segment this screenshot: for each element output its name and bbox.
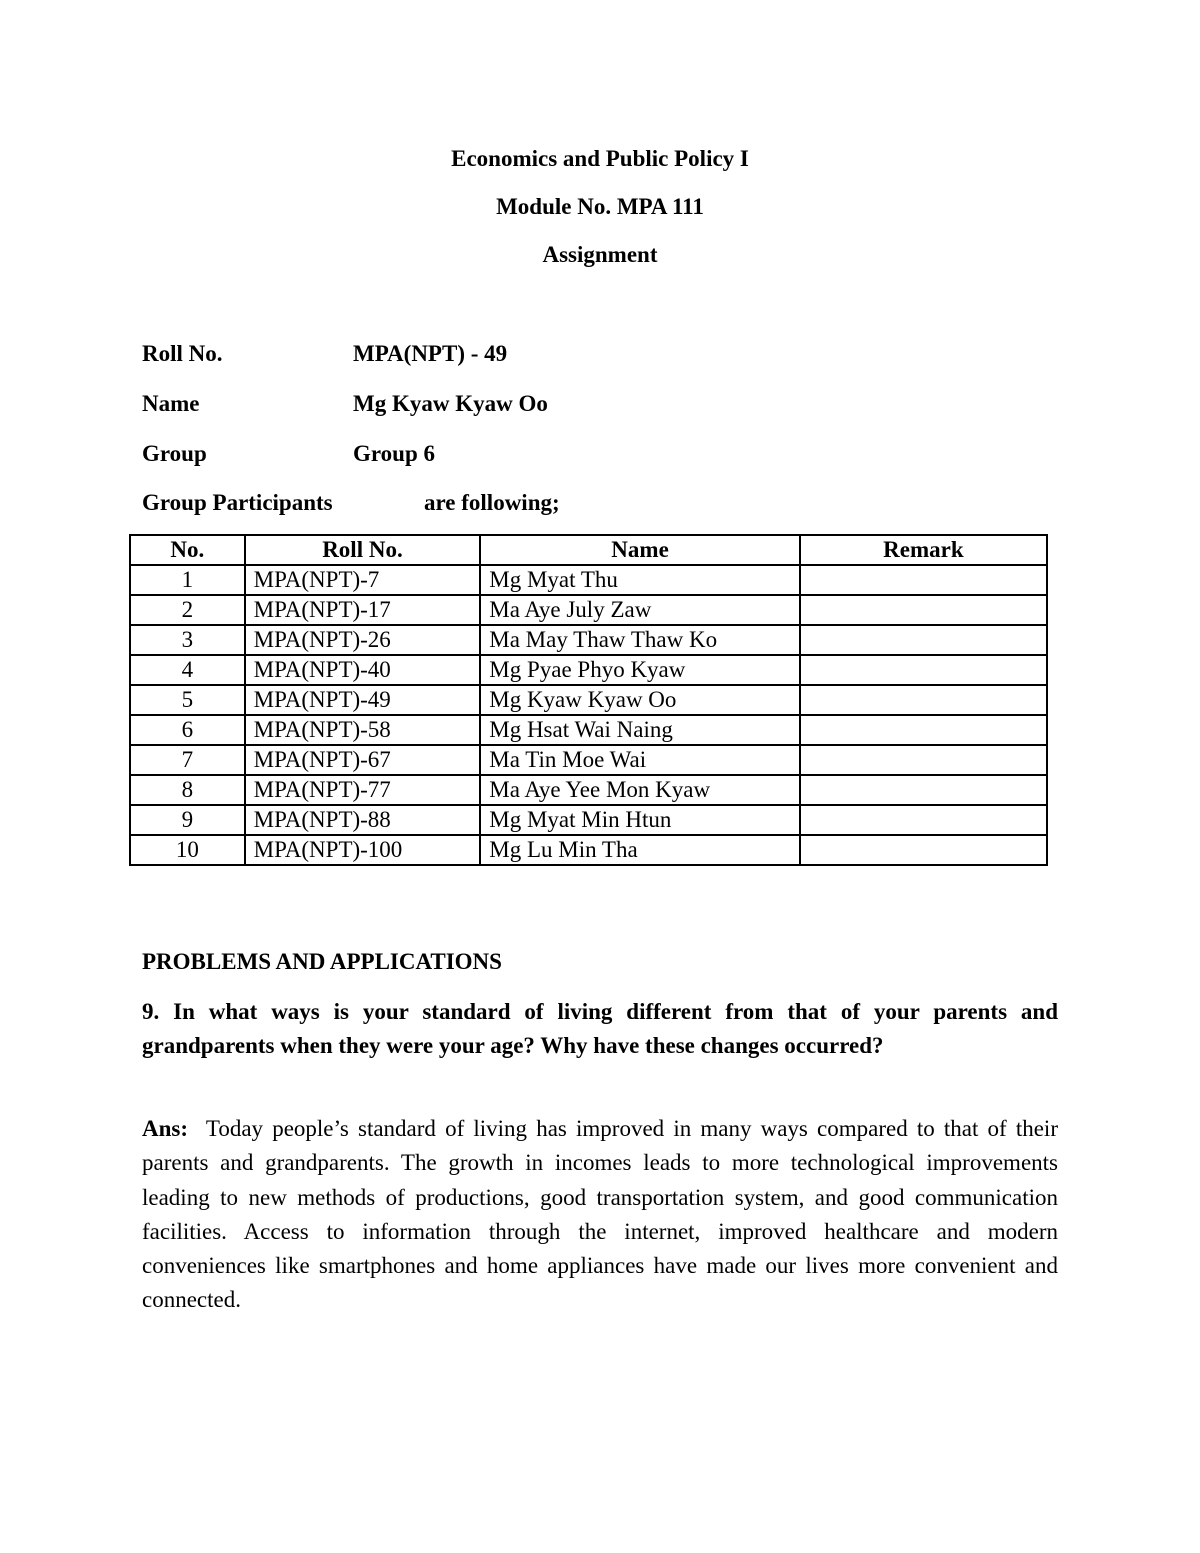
cell-remark <box>800 805 1047 835</box>
cell-no: 1 <box>130 565 245 595</box>
table-row <box>130 655 1047 685</box>
table-row <box>130 715 1047 745</box>
answer-label: Ans: <box>142 1116 189 1141</box>
name-value: Mg Kyaw Kyaw Oo <box>353 391 548 416</box>
cell-roll-no: MPA(NPT)-100 <box>245 835 481 865</box>
assignment-heading: Assignment <box>542 242 658 267</box>
cell-name: Ma Aye July Zaw <box>480 595 800 625</box>
roll-label: Roll No. <box>142 341 223 366</box>
table-row <box>130 835 1047 865</box>
cell-name: Mg Myat Thu <box>480 565 800 595</box>
cell-remark <box>800 775 1047 805</box>
cell-roll-no: MPA(NPT)-88 <box>245 805 481 835</box>
header-name: Name <box>480 535 800 565</box>
cell-remark <box>800 625 1047 655</box>
table-body <box>130 565 1047 865</box>
cell-roll-no: MPA(NPT)-17 <box>245 595 481 625</box>
module-number: Module No. MPA 111 <box>496 194 704 219</box>
table-row <box>130 685 1047 715</box>
header-no: No. <box>130 535 245 565</box>
cell-name: Mg Hsat Wai Naing <box>480 715 800 745</box>
cell-roll-no: MPA(NPT)-40 <box>245 655 481 685</box>
table-row <box>130 745 1047 775</box>
table-row <box>130 595 1047 625</box>
cell-name: Mg Myat Min Htun <box>480 805 800 835</box>
cell-roll-no: MPA(NPT)-7 <box>245 565 481 595</box>
name-label: Name <box>142 391 200 416</box>
cell-roll-no: MPA(NPT)-67 <box>245 745 481 775</box>
cell-remark <box>800 685 1047 715</box>
cell-no: 6 <box>130 715 245 745</box>
question-text: 9. In what ways is your standard of living different from that of your parents and grandparents when they were your age? Why have these changes occurred? <box>142 999 1058 1058</box>
table-row <box>130 625 1047 655</box>
answer-text: Today people’s standard of living has improved in many ways compared to that of their parents and grandparents. The growth in incomes leads to more technological improvements leading to new methods of productions, good transportation system, and good communication facilities. Access to information through the internet, improved healthcare and modern conveniences like smartphones and home appliances have made our lives more convenient and connected. <box>142 1116 1058 1313</box>
cell-remark <box>800 595 1047 625</box>
cell-remark <box>800 835 1047 865</box>
cell-name: Mg Pyae Phyo Kyaw <box>480 655 800 685</box>
participants-table <box>129 534 1048 866</box>
section-heading: PROBLEMS AND APPLICATIONS <box>142 949 502 974</box>
table-header-row <box>130 535 1047 565</box>
cell-name: Mg Kyaw Kyaw Oo <box>480 685 800 715</box>
cell-name: Mg Lu Min Tha <box>480 835 800 865</box>
cell-no: 8 <box>130 775 245 805</box>
participants-value: are following; <box>424 490 560 515</box>
table-row <box>130 805 1047 835</box>
cell-name: Ma Tin Moe Wai <box>480 745 800 775</box>
cell-no: 4 <box>130 655 245 685</box>
cell-roll-no: MPA(NPT)-77 <box>245 775 481 805</box>
cell-no: 7 <box>130 745 245 775</box>
table-row <box>130 565 1047 595</box>
header-remark: Remark <box>800 535 1047 565</box>
cell-remark <box>800 715 1047 745</box>
cell-name: Ma May Thaw Thaw Ko <box>480 625 800 655</box>
header-roll-no: Roll No. <box>245 535 481 565</box>
group-value: Group 6 <box>353 441 436 466</box>
cell-roll-no: MPA(NPT)-26 <box>245 625 481 655</box>
cell-remark <box>800 655 1047 685</box>
cell-no: 3 <box>130 625 245 655</box>
cell-remark <box>800 565 1047 595</box>
cell-no: 5 <box>130 685 245 715</box>
cell-no: 9 <box>130 805 245 835</box>
participants-label: Group Participants <box>142 490 333 515</box>
course-title: Economics and Public Policy I <box>451 146 749 171</box>
table-row <box>130 775 1047 805</box>
cell-no: 2 <box>130 595 245 625</box>
cell-roll-no: MPA(NPT)-49 <box>245 685 481 715</box>
answer-paragraph <box>142 1112 1058 1318</box>
cell-remark <box>800 745 1047 775</box>
cell-name: Ma Aye Yee Mon Kyaw <box>480 775 800 805</box>
cell-roll-no: MPA(NPT)-58 <box>245 715 481 745</box>
group-label: Group <box>142 441 207 466</box>
roll-value: MPA(NPT) - 49 <box>353 341 508 366</box>
cell-no: 10 <box>130 835 245 865</box>
